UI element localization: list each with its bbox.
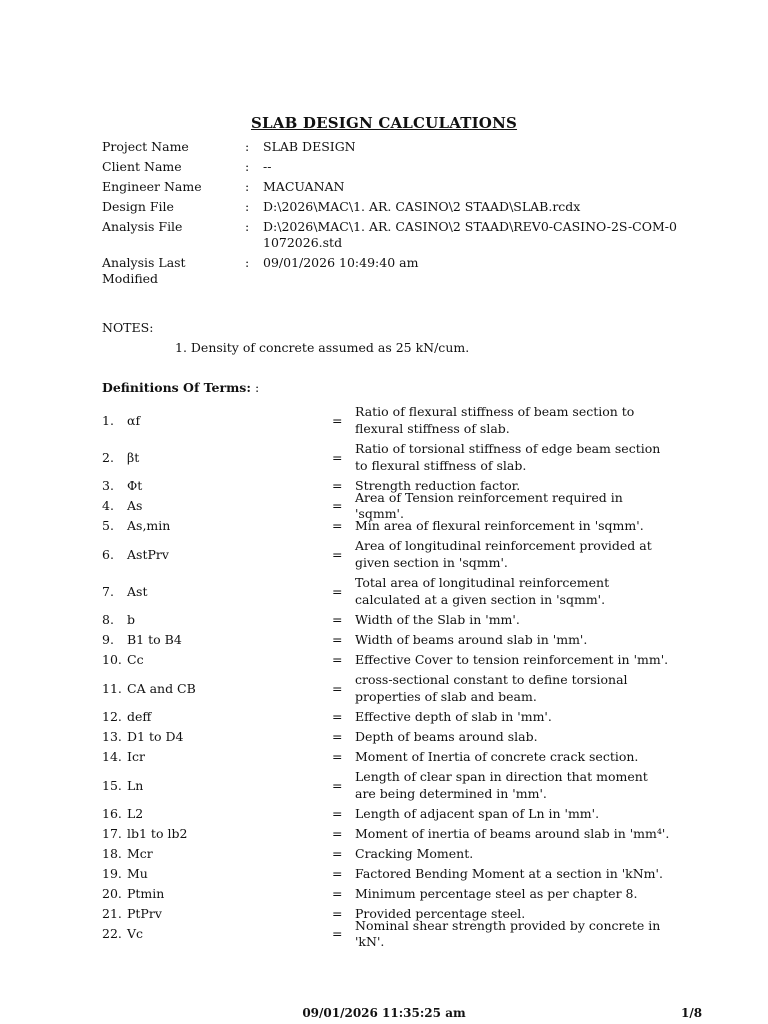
info-value: -- [263,159,272,174]
definition-equals: = [332,806,343,821]
definition-equals: = [332,729,343,744]
definition-text: Total area of longitudinal reinforcement calculated at a given section in 'sqmm'. [355,575,610,607]
info-row-project-name [102,139,682,155]
definition-term: Vc [127,926,144,941]
definition-text: Moment of inertia of beams around slab in 'mm⁴'. [355,825,670,841]
definition-number: 13. [102,729,122,744]
definition-number: 4. [102,498,114,513]
definition-term: Φt [127,478,143,493]
definition-text: Provided percentage steel. [355,905,526,921]
definition-number: 14. [102,749,122,764]
definition-term: αf [127,412,141,428]
info-colon: : [245,159,250,174]
definition-equals: = [332,652,343,667]
info-colon: : [245,219,250,234]
definition-number: 3. [102,478,114,493]
info-row-client-name [102,159,682,175]
definition-equals: = [332,866,343,881]
definition-term: lb1 to lb2 [127,826,188,841]
definition-term: As [127,498,143,513]
info-row-design-file [102,199,682,215]
info-label: Design File [102,199,174,214]
definition-equals: = [332,906,343,921]
info-colon: : [245,199,250,214]
project-info-block [102,139,682,291]
definition-term: Ptmin [127,886,165,901]
info-colon: : [245,139,250,154]
definition-equals: = [332,498,343,513]
definition-equals: = [332,449,343,465]
definition-number: 1. [102,412,114,428]
definition-equals: = [332,546,343,562]
definition-text: Ratio of flexural stiffness of beam section to flexural stiffness of slab. [355,404,635,436]
definitions-heading-text: Definitions Of Terms: [102,380,251,395]
definition-equals: = [332,680,343,696]
definition-term: Cc [127,652,144,667]
definition-term: AstPrv [127,546,169,562]
definition-term: PtPrv [127,906,162,921]
definition-text: Min area of flexural reinforcement in 'sqmm'. [355,517,644,533]
definitions-heading [102,380,259,395]
definition-text: Area of Tension reinforcement required in 'sqmm'. [355,489,623,521]
definition-row [102,538,672,571]
definition-equals: = [332,709,343,724]
definition-number: 16. [102,806,122,821]
definition-row [102,769,672,802]
definition-row [102,709,672,725]
definition-text: Width of the Slab in 'mm'. [355,611,520,627]
definition-text: Width of beams around slab in 'mm'. [355,631,588,647]
info-value: D:\2026\MAC\1. AR. CASINO\2 STAAD\SLAB.rcdx [263,199,581,214]
definitions-heading-suffix: : [250,380,260,395]
definition-number: 18. [102,846,122,861]
definition-number: 22. [102,926,122,941]
definition-row [102,749,672,765]
definition-number: 17. [102,826,122,841]
definition-row [102,632,672,648]
definition-term: D1 to D4 [127,729,184,744]
definition-equals: = [332,749,343,764]
definition-text: Length of clear span in direction that moment are being determined in 'mm'. [355,769,648,801]
definition-equals: = [332,518,343,533]
info-row-analysis-file [102,219,682,251]
definition-text: Effective depth of slab in 'mm'. [355,708,552,724]
definition-term: b [127,612,136,627]
definition-text: Minimum percentage steel as per chapter 8. [355,885,638,901]
definition-term: Ast [127,583,148,599]
info-label: Project Name [102,139,189,154]
definition-text: Effective Cover to tension reinforcement in 'mm'. [355,651,669,667]
definition-equals: = [332,846,343,861]
definition-number: 9. [102,632,114,647]
definition-equals: = [332,632,343,647]
info-value: SLAB DESIGN [263,139,356,154]
info-row-engineer-name [102,179,682,195]
definition-row [102,489,672,521]
definition-number: 7. [102,583,114,599]
info-colon: : [245,255,250,270]
definition-term: deff [127,709,152,724]
definition-text: Depth of beams around slab. [355,728,538,744]
definition-equals: = [332,926,343,941]
definition-equals: = [332,478,343,493]
definition-row [102,441,672,474]
info-colon: : [245,179,250,194]
definition-row [102,846,672,862]
definition-number: 5. [102,518,114,533]
definition-row [102,612,672,628]
definition-row [102,404,672,437]
definition-equals: = [332,612,343,627]
definition-text: Length of adjacent span of Ln in 'mm'. [355,805,600,821]
info-label: Client Name [102,159,182,174]
definition-row [102,729,672,745]
definition-row [102,806,672,822]
definition-text: Nominal shear strength provided by concrete in 'kN'. [355,917,661,949]
definition-equals: = [332,886,343,901]
definition-text: Ratio of torsional stiffness of edge beam section to flexural stiffness of slab. [355,441,661,473]
footer-page-number: 1/8 [681,1006,703,1020]
info-label: Analysis Last Modified [102,255,186,286]
definition-number: 12. [102,709,122,724]
definition-row [102,672,672,705]
page-title: SLAB DESIGN CALCULATIONS [250,114,518,132]
definition-term: L2 [127,806,144,821]
definition-row [102,652,672,668]
definition-number: 11. [102,680,122,696]
definition-equals: = [332,777,343,793]
definition-term: Mu [127,866,148,881]
definition-term: As,min [127,518,171,533]
definition-text: cross-sectional constant to define torsional properties of slab and beam. [355,672,628,704]
definition-term: CA and CB [127,680,196,696]
definition-equals: = [332,412,343,428]
definition-number: 15. [102,777,122,793]
note-item: 1. Density of concrete assumed as 25 kN/cum. [175,340,470,355]
definition-row [102,886,672,902]
notes-heading: NOTES: [102,320,154,335]
definition-text: Strength reduction factor. [355,477,521,493]
info-row-analysis-last-modified [102,255,682,287]
definition-row [102,866,672,882]
definition-number: 19. [102,866,122,881]
definition-equals: = [332,583,343,599]
definition-term: Icr [127,749,145,764]
definition-term: B1 to B4 [127,632,182,647]
info-value: MACUANAN [263,179,345,194]
definition-number: 10. [102,652,122,667]
definition-equals: = [332,826,343,841]
info-value: 09/01/2026 10:49:40 am [263,255,419,270]
info-value: D:\2026\MAC\1. AR. CASINO\2 STAAD\REV0-CASINO-2S-COM-01072026.std [263,219,677,250]
info-label: Engineer Name [102,179,202,194]
definitions-list [102,404,672,949]
footer-timestamp: 09/01/2026 11:35:25 am [302,1006,466,1020]
definition-number: 20. [102,886,122,901]
definition-number: 8. [102,612,114,627]
definition-text: Factored Bending Moment at a section in 'kNm'. [355,865,663,881]
info-label: Analysis File [102,219,183,234]
definition-text: Cracking Moment. [355,845,474,861]
definition-term: βt [127,449,140,465]
definition-row [102,826,672,842]
definition-row [102,575,672,608]
definition-number: 6. [102,546,114,562]
definition-row [102,518,672,534]
definition-term: Mcr [127,846,153,861]
definition-text: Area of longitudinal reinforcement provided at given section in 'sqmm'. [355,538,652,570]
definition-number: 2. [102,449,114,465]
definition-text: Moment of Inertia of concrete crack section. [355,748,639,764]
definition-row [102,917,672,949]
definition-number: 21. [102,906,122,921]
definition-term: Ln [127,777,144,793]
